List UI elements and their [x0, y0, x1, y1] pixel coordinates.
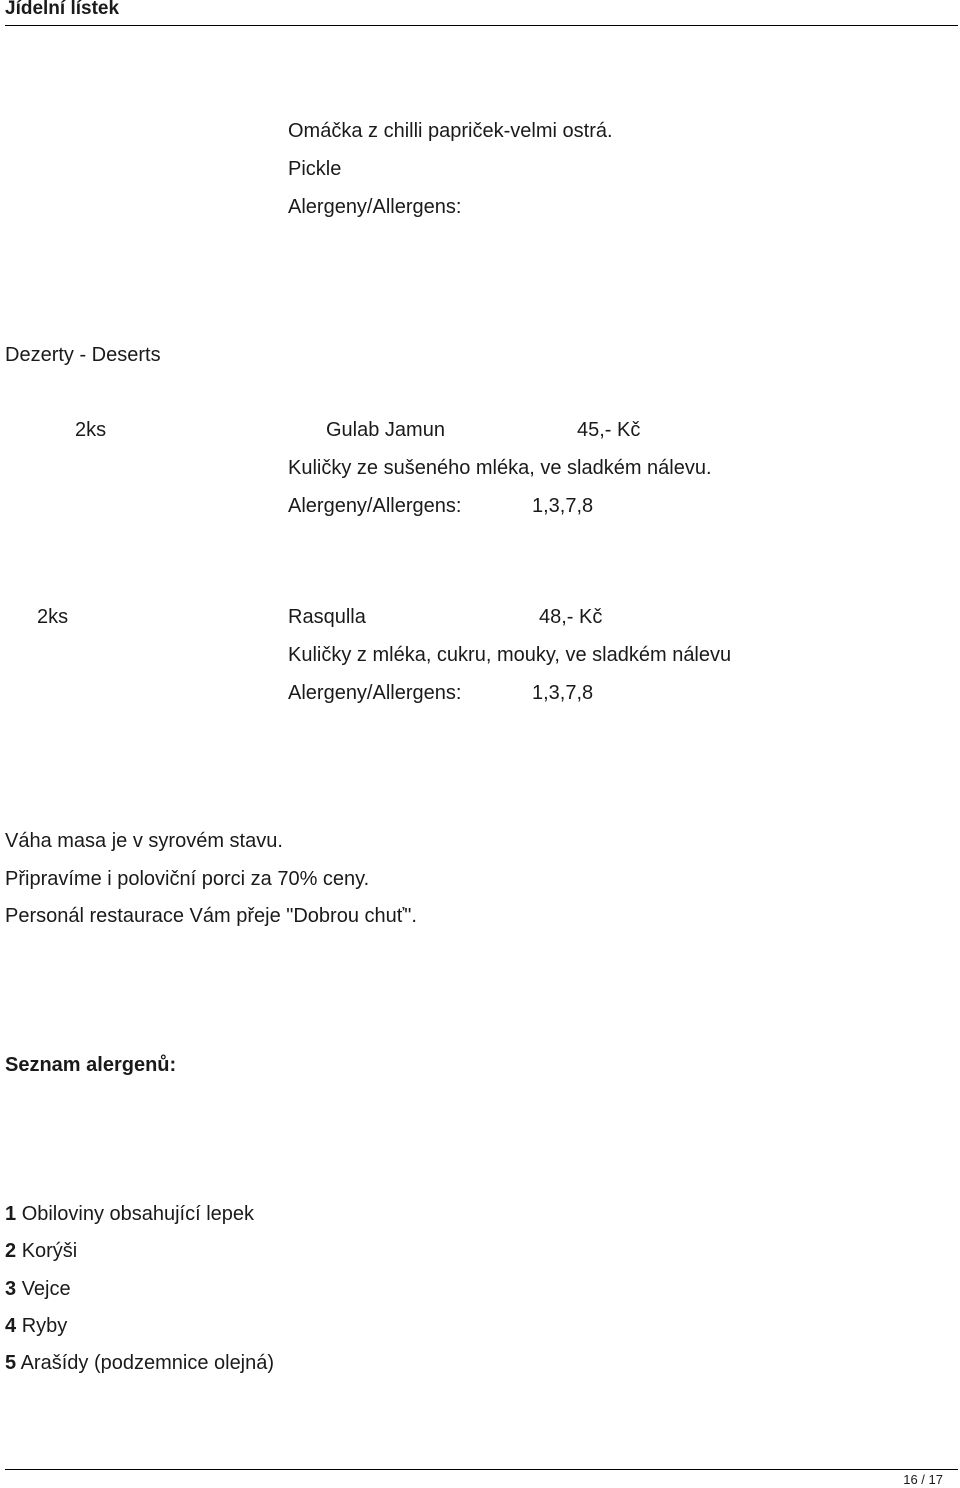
- allergen-entry: [5, 1351, 274, 1375]
- allergen-label: Arašídy (podzemnice olejná): [20, 1352, 275, 1374]
- allergen-label: Ryby: [21, 1315, 68, 1337]
- item-allergens: 1,3,7,8: [532, 682, 594, 704]
- item-allergens: 1,3,7,8: [532, 495, 594, 517]
- item-price: 48,- Kč: [539, 606, 603, 628]
- allergen-label: Obiloviny obsahující lepek: [21, 1203, 255, 1225]
- top-item-allergens-label: Alergeny/Allergens:: [288, 196, 462, 218]
- note-weight: Váha masa je v syrovém stavu.: [5, 830, 283, 852]
- document-title: Jídelní lístek: [5, 0, 120, 19]
- allergen-number: 2: [5, 1240, 17, 1262]
- item-description: Kuličky z mléka, cukru, mouky, ve sladkém nálevu: [288, 644, 732, 666]
- item-quantity: 2ks: [37, 606, 69, 628]
- allergen-number: 4: [5, 1315, 17, 1337]
- allergen-number: 3: [5, 1278, 17, 1300]
- item-name: Gulab Jamun: [326, 419, 445, 441]
- allergen-entry: [5, 1239, 77, 1263]
- allergen-entry: [5, 1277, 71, 1301]
- allergen-label: Korýši: [21, 1240, 78, 1262]
- page-number: 16 / 17: [903, 1472, 943, 1487]
- top-item-description: Omáčka z chilli papriček-velmi ostrá.: [288, 120, 613, 142]
- note-greeting: Personál restaurace Vám přeje "Dobrou chuť".: [5, 905, 417, 927]
- top-item-name-en: Pickle: [288, 158, 342, 180]
- item-price: 45,- Kč: [577, 419, 641, 441]
- allergen-entry: [5, 1202, 254, 1226]
- item-description: Kuličky ze sušeného mléka, ve sladkém nálevu.: [288, 457, 712, 479]
- allergen-list-title: Seznam alergenů:: [5, 1054, 177, 1076]
- allergen-number: 5: [5, 1352, 17, 1374]
- item-quantity: 2ks: [75, 419, 107, 441]
- allergen-number: 1: [5, 1203, 17, 1225]
- item-allergens-label: Alergeny/Allergens:: [288, 495, 462, 517]
- note-half-portion: Připravíme i poloviční porci za 70% ceny.: [5, 868, 370, 890]
- item-allergens-label: Alergeny/Allergens:: [288, 682, 462, 704]
- allergen-entry: [5, 1314, 67, 1338]
- footer-divider: [5, 1469, 958, 1470]
- allergen-label: Vejce: [21, 1278, 71, 1300]
- header-divider: [5, 25, 958, 26]
- section-title: Dezerty - Deserts: [5, 344, 161, 366]
- item-name: Rasqulla: [288, 606, 366, 628]
